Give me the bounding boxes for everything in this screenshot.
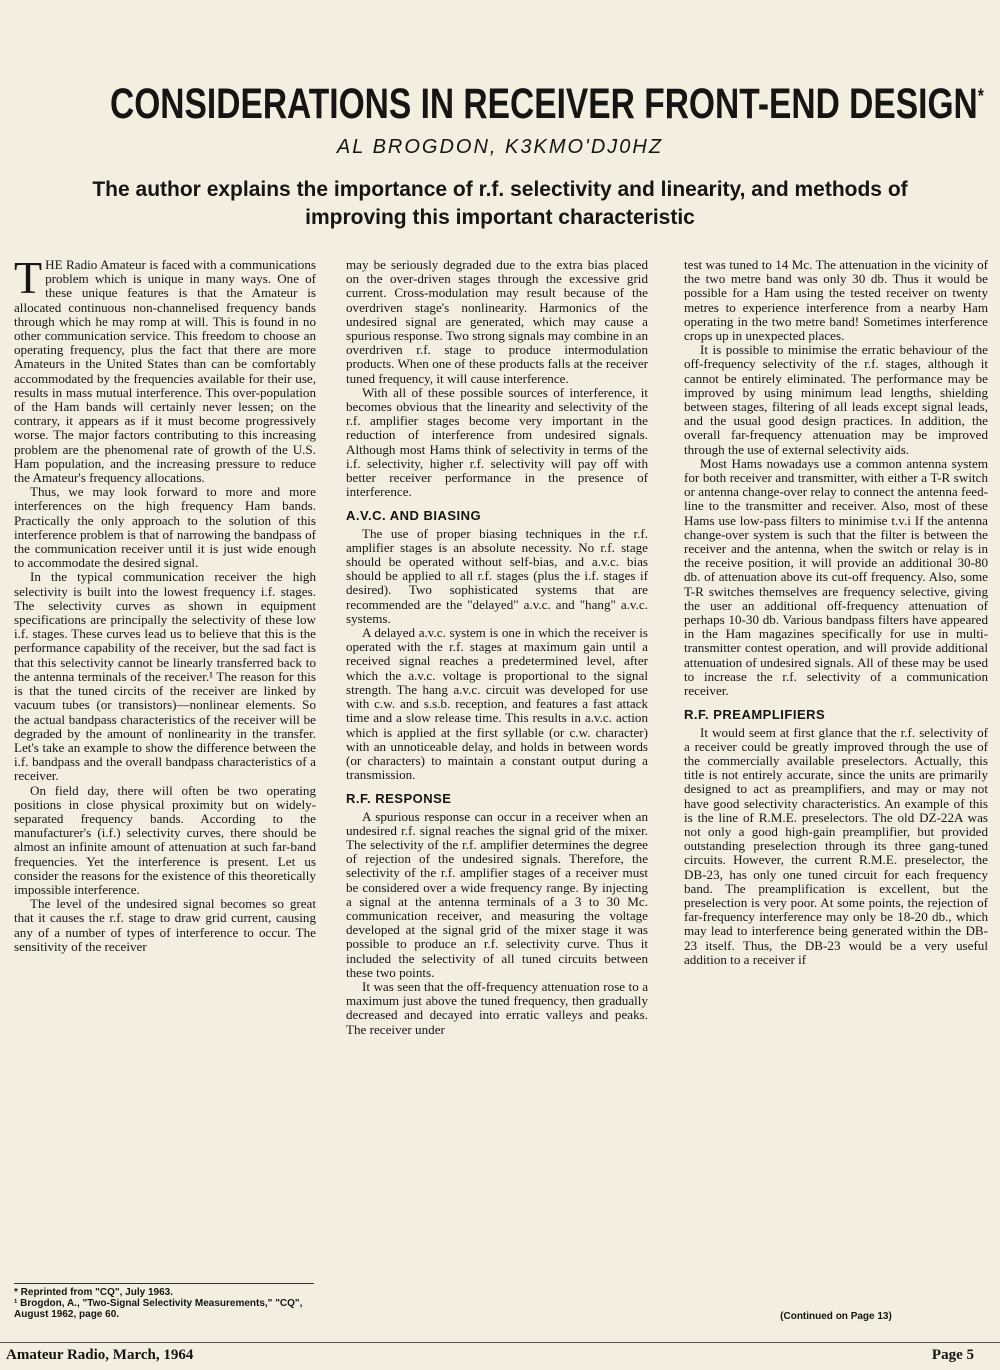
footer-page-number: Page 5 — [931, 1347, 974, 1363]
paragraph: The level of the undesired signal becomes so great that it causes the r.f. stage to draw grid current, causing any of a number of types of interference to occur. The sensitivity of the receiver — [14, 896, 316, 954]
drop-cap: T — [14, 252, 43, 303]
footnote-divider — [14, 1283, 314, 1284]
text-column-2 — [346, 258, 648, 1037]
footer-divider — [0, 1342, 1000, 1343]
section-heading-rf-response: R.F. RESPONSE — [346, 791, 452, 807]
paragraph: THE Radio Amateur is faced with a communications problem which is unique in many ways. One of these unique features is that the Amateur is allocated continuous non-channelised frequency bands through which he may romp at will. This is found in no other communication service. This freedom to choose an operating frequency, plus the fact that there are more Amateurs in the United States than can be comfortably accommodated by the frequencies available for their use, results in mass mutual interference. This over-population of the Ham bands will certainly never lessen; on the contrary, it appears as if it must become progressively worse. The major factors contributing to this increasing problem are the phenomenal rate of growth of the U.S. Ham population, and the increasing pressure to reduce the Amateur's frequency allocations. — [14, 252, 316, 486]
paragraph: On field day, there will often be two operating positions in close physical proximity but on widely-separated frequency bands. According to the manufacturer's (i.f.) selectivity curves, there should be almost an infinite amount of attenuation at such far-band frequencies. Yet the interference is present. Let us consider the reasons for the existence of this theoretically impossible interference. — [14, 782, 316, 897]
paragraph: In the typical communication receiver the high selectivity is built into the lowest frequency i.f. stages. The selectivity curves as shown in equipment specifications are principally the selectivity of these low i.f. stages. These curves lead us to believe that this is the performance capability of the receiver, but the sad fact is that this selectivity cannot be linearly transferred back to the antenna terminals of the receiver.¹ The reason for this is that the tuned circits of the receiver are linked by vacuum tubes (or transistors)—nonlinear elements. So the actual bandpass characteristics of the receiver will be degraded by the amount of nonlinearity in the transfer. Let's take an example to show the difference between the i.f. bandpass and the overall bandpass characteristics of a receiver. — [14, 569, 316, 784]
footnotes — [14, 1287, 314, 1320]
article-subtitle: The author explains the importance of r.f. selectivity and linearity, and methods of improving this important characteristic — [92, 178, 908, 229]
paragraph: It would seem at first glance that the r.f. selectivity of a receiver could be greatly improved through the use of the commercially available preselectors. Actually, this title is not entirely accurate, since the units are primarily designed to act as preamplifiers, and may or may not have good selectivity characteristics. An example of this is the line of R.M.E. preselectors. The old DZ-22A was not only a good high-gain preamplifier, but provided outstanding preselection through its three gang-tuned circuits. However, the current R.M.E. preselector, the DB-23, has only one tuned circuit for each frequency band. The preamplification is excellent, but the preselection is very poor. At some points, the rejection of far-frequency interference may only be 18-20 db., which may lead to interference being generated within the DB-23 itself. Thus, the DB-23 would be a very useful addition to a receiver if — [684, 724, 988, 967]
continued-note: (Continued on Page 13) — [780, 1311, 892, 1322]
footer-publication: Amateur Radio, March, 1964 — [6, 1347, 194, 1363]
paragraph: A delayed a.v.c. system is one in which the receiver is operated with the r.f. stages at maximum gain until a received signal reaches a predetermined level, after which the a.v.c. voltage is proportional to the signal strength. The hang a.v.c. circuit was developed for use with c.w. and s.s.b. reception, and features a fast attack time and a slow release time. This results in a.v.c. action which is applied at the first syllable (or c.w. character) with an unnoticeable delay, and holds in between words (or characters) to maintain a constant output during a transmission. — [346, 625, 648, 783]
section-heading-avc: A.V.C. AND BIASING — [346, 508, 482, 524]
paragraph: Most Hams nowadays use a common antenna system for both receiver and transmitter, with either a T-R switch or antenna change-over relay to connect the antenna feed-line to the transmitter and receiver. Also, most of these Hams use low-pass filters to minimise t.v.i If the antenna change-over system is such that the filter is between the receiver and the antenna, when the switch or relay is in the receive position, it will provide an additional 30-80 db. of attenuation above its cut-off frequency. Also, some T-R switches themselves are frequency selective, giving the user an additional off-frequency attenuation of perhaps 10-30 db. Various bandpass filters have appeared in the Ham magazines specifically for use in multi-transmitter contest operation, and will provide additional attenuation of undesired signals. All of these may be used to increase the r.f. selectivity of a communication receiver. — [684, 455, 988, 699]
paragraph: test was tuned to 14 Mc. The attenuation in the vicinity of the two metre band was only 30 db. Thus it would be possible for a Ham using the tested receiver on twenty metres to experience interference from a nearby Ham operating in the two metre band! Sometimes interference crops up in unexpected places. — [684, 257, 988, 344]
title-footnote-mark: * — [977, 85, 984, 108]
paragraph: It was seen that the off-frequency attenuation rose to a maximum just above the tuned frequency, then gradually decreased and decayed into erratic valleys and peaks. The receiver under — [346, 978, 648, 1037]
footnote: ¹ Brogdon, A., "Two-Signal Selectivity Measurements," "CQ", August 1962, page 60. — [14, 1298, 303, 1320]
article-title: CONSIDERATIONS IN RECEIVER FRONT-END DESIGN* — [110, 80, 984, 128]
section-heading-rf-preamplifiers: R.F. PREAMPLIFIERS — [684, 707, 826, 723]
text-column-1 — [14, 252, 316, 954]
paragraph: The use of proper biasing techniques in the r.f. amplifier stages is an absolute necessity. No r.f. stage should be operated without self-bias, and a.v.c. bias should be applied to all r.f. stages (plus the i.f. stages if desired). Two sophisticated systems that are recommended are the "delayed" a.v.c. and "hang" a.v.c. systems. — [346, 525, 648, 626]
paragraph: may be seriously degraded due to the extra bias placed on the over-driven stages through the excessive grid current. Cross-modulation may result because of the overdriven stage's nonlinearity. Harmonics of the undesired signal are generated, which may cause a spurious response. Two strong signals may combine in an overdriven r.f. stage to produce intermodulation products. When one of these products falls at the receiver tuned frequency, it will cause interference. — [346, 257, 648, 386]
text-column-3 — [684, 258, 988, 967]
paragraph: With all of these possible sources of interference, it becomes obvious that the linearity and selectivity of the r.f. amplifier stages become very important in the reduction of interference from undesired signals. Although most Hams think of selectivity in terms of the i.f. selectivity, higher r.f. selectivity will pay off with better receiver performance in the presence of interference. — [346, 384, 648, 500]
footnote: * Reprinted from "CQ", July 1963. — [14, 1287, 173, 1298]
paragraph: A spurious response can occur in a receiver when an undesired r.f. signal reaches the signal grid of the mixer. The selectivity of the r.f. amplifier determines the degree of rejection of the undesired signals. Therefore, the selectivity of the r.f. amplifier stages of a receiver must be considered over a wide frequency range. By injecting a signal at the antenna terminals of a 3 to 30 Mc. communication receiver, and measuring the voltage developed at the signal grid of the mixer stage it was possible to produce an r.f. selectivity curve. Thus it included the selectivity of all tuned circuits between these two points. — [346, 808, 648, 980]
article-author: AL BROGDON, K3KMO'DJ0HZ — [336, 136, 664, 158]
paragraph: Thus, we may look forward to more and more interferences on the high frequency Ham bands. Practically the only approach to the solution of this interference problem is that of narrowing the bandpass of the communication receiver until it is just wide enough to accommodate the desired signal. — [14, 484, 316, 571]
paragraph: It is possible to minimise the erratic behaviour of the off-frequency selectivity of the r.f. stages, although it cannot be entirely eliminated. The performance may be improved by using minimum lead lengths, shielding between stages, filtering of all leads except signal leads, and the usual good design practices. In addition, the overall far-frequency attenuation may be improved through the use of external selectivity aids. — [684, 342, 988, 457]
